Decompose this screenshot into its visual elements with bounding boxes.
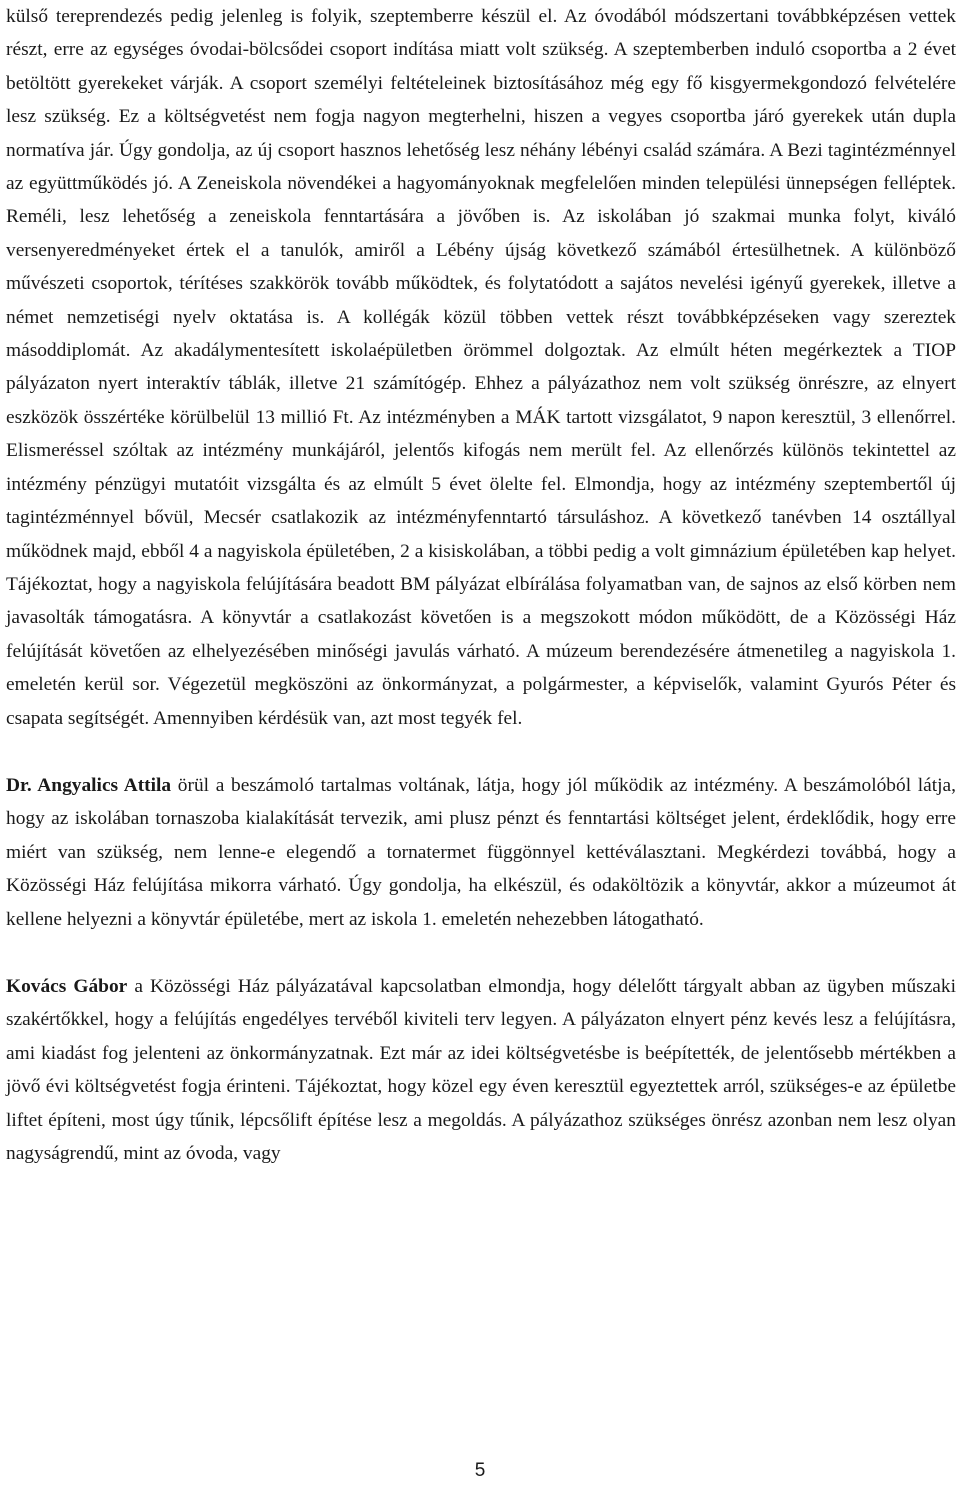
paragraph-text: a Közösségi Ház pályázatával kapcsolatban elmondja, hogy délelőtt tárgyalt abban az ügyben műszaki szakértőkkel, hogy a felújítás engedélyes tervéből kiviteli terv legyen. A pályázaton elnyert pénz kevés lesz a felújításra, ami kiadást fog jelenteni az önkormányzatnak. Ezt már az idei költségvetésbe is beépítették, de jelentősebb mértékben a jövő évi költségvetést fogja érinteni. Tájékoztat, hogy közel egy éven keresztül egyeztettek arról, szükséges-e az épületbe liftet építeni, most úgy tűnik, lépcsőlift építése lesz a megoldás. A pályázathoz szükséges önrész azonban nem lesz olyan nagyságrendű, mint az óvoda, vagy [6, 975, 956, 1164]
speaker-name: Kovács Gábor [6, 975, 128, 997]
paragraph-kovacs [6, 970, 956, 1170]
paragraph-angyalics [6, 769, 956, 936]
speaker-name: Dr. Angyalics Attila [6, 774, 172, 796]
paragraph-spacer [6, 936, 956, 970]
page-number: 5 [474, 1460, 486, 1481]
paragraph-spacer [6, 735, 956, 769]
document-body [6, 0, 956, 1170]
paragraph-text: külső tereprendezés pedig jelenleg is folyik, szeptemberre készül el. Az óvodából módszertani továbbképzésen vettek részt, erre az egységes óvodai-bölcsődei csoport indítása miatt volt szükség. A szeptemberben induló csoportba a 2 évet betöltött gyerekeket várják. A csoport személyi feltételeinek biztosításához még egy fő kisgyermekgondozó felvételére lesz szükség. Ez a költségvetést nem fogja nagyon megterhelni, hiszen a vegyes csoportba járó gyerekek után dupla normatíva jár. Úgy gondolja, az új csoport hasznos lehetőség lesz néhány lébényi család számára. A Bezi tagintézménnyel az együttműködés jó. A Zeneiskola növendékei a hagyományoknak megfelelően minden települési ünnepségen felléptek. Reméli, lesz lehetőség a zeneiskola fenntartására a jövőben is. Az iskolában jó szakmai munka folyt, kiváló versenyeredményeket értek el a tanulók, amiről a Lébény újság következő számából értesülhetnek. A különböző művészeti csoportok, térítéses szakkörök tovább működtek, és folytatódott a sajátos nevelési igényű gyerekek, illetve a német nemzetiségi nyelv oktatása is. A kollégák közül többen vettek részt továbbképzéseken vagy szereztek másoddiplomát. Az akadálymentesített iskolaépületben örömmel dolgoztak. Az elmúlt héten megérkeztek a TIOP pályázaton nyert interaktív táblák, illetve 21 számítógép. Ehhez a pályázathoz nem volt szükség önrészre, az elnyert eszközök összértéke körülbelül 13 millió Ft. Az intézményben a MÁK tartott vizsgálatot, 9 napon keresztül, 3 ellenőrrel. Elismeréssel szóltak az intézmény munkájáról, jelentős kifogás nem merült fel. Az ellenőrzés különös tekintettel az intézmény pénzügyi mutatóit vizsgálta és az elmúlt 5 évet ölelte fel. Elmondja, hogy az intézmény szeptembertől új tagintézménnyel bővül, Mecsér csatlakozik az intézményfenntartó társuláshoz. A következő tanévben 14 osztállyal működnek majd, ebből 4 a nagyiskola épületében, 2 a kisiskolában, a többi pedig a volt gimnázium épületében kap helyet. Tájékoztat, hogy a nagyiskola felújítására beadott BM pályázat elbírálása folyamatban van, de sajnos az első körben nem javasolták támogatásra. A könyvtár a csatlakozást követően is a megszokott módon működött, de a Közösségi Ház felújítását követően az elhelyezésében minőségi javulás várható. A múzeum berendezésére átmenetileg a nagyiskola 1. emeletén kerül sor. Végezetül megköszöni az önkormányzat, a polgármester, a képviselők, valamint Gyurós Péter és csapata segítségét. Amennyiben kérdésük van, azt most tegyék fel. [6, 6, 956, 729]
paragraph-report [6, 0, 956, 735]
paragraph-text: örül a beszámoló tartalmas voltának, látja, hogy jól működik az intézmény. A beszámolóból látja, hogy az iskolában tornaszoba kialakítását tervezik, ami plusz pénzt és fenntartási költséget jelent, érdeklődik, hogy erre miért van szükség, nem lenne-e elegendő a tornatermet függönnyel kettéválasztani. Megkérdezi továbbá, hogy a Közösségi Ház felújítása mikorra várható. Úgy gondolja, ha elkészül, és odaköltözik a könyvtár, akkor a múzeumot át kellene helyezni a könyvtár épületébe, mert az iskola 1. emeletén nehezebben látogatható. [6, 774, 956, 930]
